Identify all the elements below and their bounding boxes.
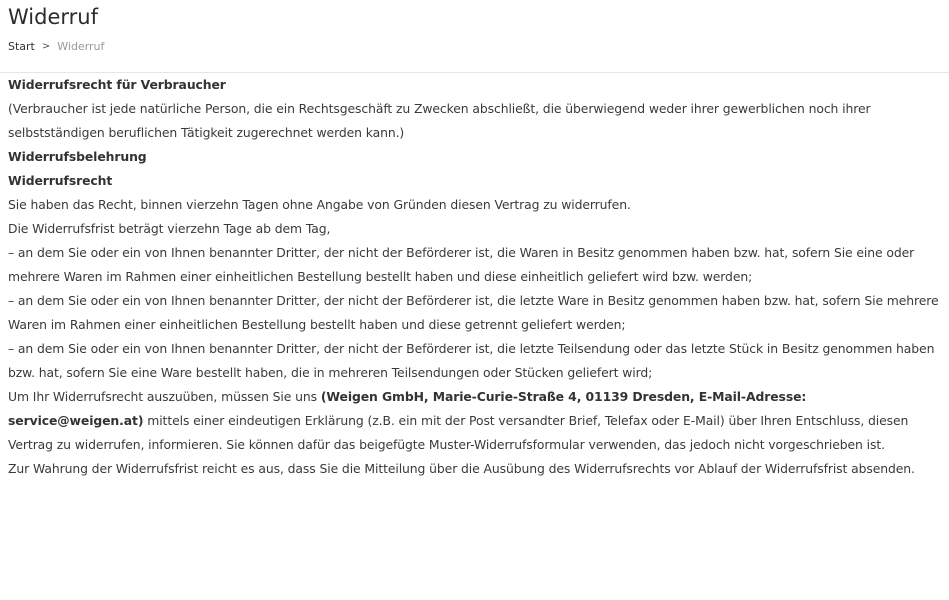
breadcrumb-current: Widerruf — [57, 40, 105, 53]
belehrung-section — [8, 145, 941, 169]
page-title: Widerruf — [8, 5, 98, 29]
exercise-intro: Um Ihr Widerrufsrecht auszuüben, müssen Sie uns — [8, 389, 321, 404]
consumer-heading: Widerrufsrecht für Verbraucher — [8, 77, 226, 92]
right-section — [8, 169, 941, 241]
right-heading: Widerrufsrecht — [8, 173, 113, 188]
breadcrumb-separator-icon: > — [41, 41, 51, 52]
exercise-rest: mittels einer eindeutigen Erklärung (z.B. ein mit der Post versandter Brief, Telefax oder E-Mail) über Ihren Entschluss, diesen Vertrag zu widerrufen, informieren. Sie können dafür das beigefügte Muster-Widerrufsformular verwenden, das jedoch nicht vorgeschrieben ist. — [8, 413, 909, 452]
company-contact: (Weigen GmbH, Marie-Curie-Straße 4, 01139 Dresden, E-Mail-Adresse: service@weigen.at) — [8, 389, 807, 428]
consumer-section — [8, 73, 941, 145]
list-item: – an dem Sie oder ein von Ihnen benannter Dritter, der nicht der Beförderer ist, die Waren in Besitz genommen haben bzw. hat, sofern Sie eine oder mehrere Waren im Rahmen einer einheitlichen Bestellung bestellt haben und diese einheitlich geliefert wird bzw. werden; — [8, 245, 915, 284]
breadcrumb — [8, 40, 941, 54]
breadcrumb-home-link[interactable]: Start — [8, 40, 35, 53]
main-content — [0, 73, 949, 481]
right-text-2: Die Widerrufsfrist beträgt vierzehn Tage ab dem Tag, — [8, 221, 331, 236]
right-text-1: Sie haben das Recht, binnen vierzehn Tagen ohne Angabe von Gründen diesen Vertrag zu widerrufen. — [8, 197, 631, 212]
belehrung-heading: Widerrufsbelehrung — [8, 149, 147, 164]
exercise-paragraph — [8, 385, 941, 457]
deadline-paragraph: Zur Wahrung der Widerrufsfrist reicht es aus, dass Sie die Mitteilung über die Ausübung des Widerrufsrechts vor Ablauf der Widerrufsfrist absenden. — [8, 461, 915, 476]
list-item: – an dem Sie oder ein von Ihnen benannter Dritter, der nicht der Beförderer ist, die letzte Teilsendung oder das letzte Stück in Besitz genommen haben bzw. hat, sofern Sie eine Ware bestellt haben, die in mehreren Teilsendungen oder Stücken geliefert wird; — [8, 341, 935, 380]
consumer-definition: (Verbraucher ist jede natürliche Person, die ein Rechtsgeschäft zu Zwecken abschließt, die überwiegend weder ihrer gewerblichen noch ihrer selbstständigen beruflichen Tätigkeit zugerechnet werden kann.) — [8, 101, 871, 140]
page-header — [0, 0, 949, 54]
list-item: – an dem Sie oder ein von Ihnen benannter Dritter, der nicht der Beförderer ist, die letzte Ware in Besitz genommen haben bzw. hat, sofern Sie mehrere Waren im Rahmen einer einheitlichen Bestellung bestellt haben und diese getrennt geliefert werden; — [8, 293, 939, 332]
